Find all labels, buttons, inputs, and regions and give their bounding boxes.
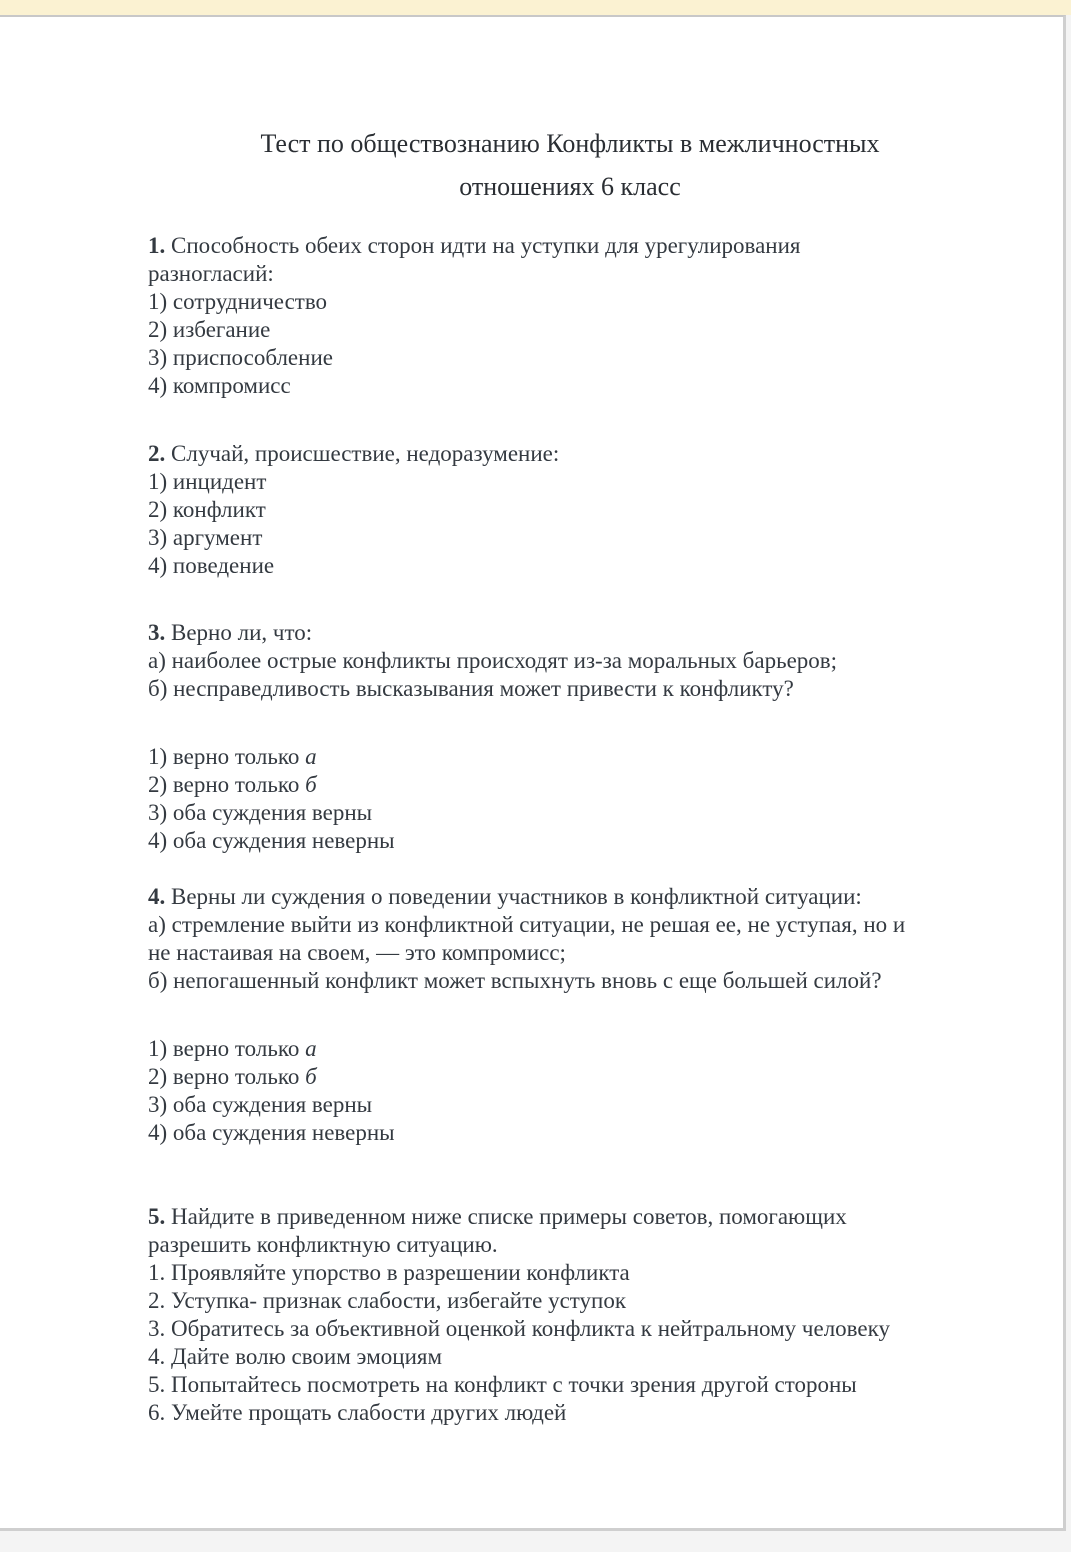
answer-option: 5. Попытайтесь посмотреть на конфликт с точки зрения другой стороны xyxy=(148,1372,857,1397)
answer-option: 1. Проявляйте упорство в разрешении конфликта xyxy=(148,1260,630,1285)
answer-option: 2) конфликт xyxy=(148,497,266,522)
top-toolbar-strip xyxy=(0,0,1071,15)
answer-option-letter: б xyxy=(305,772,317,797)
question-number: 2. xyxy=(148,441,166,466)
question-text-line: Верны ли суждения о поведении участников в конфликтной ситуации: xyxy=(165,884,862,909)
answer-option-letter: б xyxy=(305,1064,317,1089)
answer-option: 4) компромисс xyxy=(148,373,291,398)
answer-option: 3) аргумент xyxy=(148,525,263,550)
answer-option-text: 1) верно только xyxy=(148,1036,306,1061)
question-text xyxy=(148,440,1008,468)
question-1 xyxy=(148,232,1008,400)
statement: б) непогашенный конфликт может вспыхнуть вновь с еще большей силой? xyxy=(148,968,882,993)
answer-option: 3) оба суждения верны xyxy=(148,800,373,825)
test-content xyxy=(148,232,1008,1427)
answer-option: 4) поведение xyxy=(148,553,275,578)
question-4 xyxy=(148,883,1008,1147)
question-text-line: Способность обеих сторон идти на уступки для урегулирования xyxy=(165,233,801,258)
answer-option xyxy=(148,1063,1008,1091)
question-2 xyxy=(148,440,1008,580)
question-text-line: разрешить конфликтную ситуацию. xyxy=(148,1232,498,1257)
question-text-line: Найдите в приведенном ниже списке примеры советов, помогающих xyxy=(165,1204,847,1229)
answer-option-text: 2) верно только xyxy=(148,1064,306,1089)
question-number: 3. xyxy=(148,620,166,645)
answer-option xyxy=(148,743,1008,771)
question-text xyxy=(148,1203,1008,1231)
question-text xyxy=(148,232,1008,260)
answer-option: 1) инцидент xyxy=(148,469,267,494)
question-number: 5. xyxy=(148,1204,166,1229)
answer-option: 4) оба суждения неверны xyxy=(148,828,395,853)
title-line-1: Тест по обществознанию Конфликты в межличностных xyxy=(260,129,880,158)
statement: а) стремление выйти из конфликтной ситуации, не решая ее, не уступая, но и xyxy=(148,912,906,937)
answer-option: 4. Дайте волю своим эмоциям xyxy=(148,1344,443,1369)
question-text-line: Верно ли, что: xyxy=(165,620,313,645)
title-line-2: отношениях 6 класс xyxy=(459,172,681,201)
answer-option: 4) оба суждения неверны xyxy=(148,1120,395,1145)
statement: не настаивая на своем, — это компромисс; xyxy=(148,940,566,965)
answer-option-text: 2) верно только xyxy=(148,772,306,797)
question-5 xyxy=(148,1203,1008,1427)
answer-option: 2. Уступка- признак слабости, избегайте уступок xyxy=(148,1288,627,1313)
answer-option-letter: а xyxy=(305,744,317,769)
question-number: 1. xyxy=(148,233,166,258)
answer-option: 6. Умейте прощать слабости других людей xyxy=(148,1400,567,1425)
answer-option: 3) оба суждения верны xyxy=(148,1092,373,1117)
question-text xyxy=(148,883,1008,911)
question-text-line: разногласий: xyxy=(148,261,274,286)
answer-option-letter: а xyxy=(305,1036,317,1061)
answer-option: 3. Обратитесь за объективной оценкой конфликта к нейтральному человеку xyxy=(148,1316,890,1341)
answer-option-text: 1) верно только xyxy=(148,744,306,769)
question-text xyxy=(148,619,1008,647)
statement: а) наиболее острые конфликты происходят из-за моральных барьеров; xyxy=(148,648,838,673)
answer-option: 1) сотрудничество xyxy=(148,289,328,314)
answer-option xyxy=(148,771,1008,799)
answer-option: 2) избегание xyxy=(148,317,271,342)
question-number: 4. xyxy=(148,884,166,909)
answer-option xyxy=(148,1035,1008,1063)
question-text-line: Случай, происшествие, недоразумение: xyxy=(165,441,560,466)
document-page xyxy=(0,15,1066,1531)
page-title xyxy=(0,122,1071,208)
statement: б) несправедливость высказывания может привести к конфликту? xyxy=(148,676,794,701)
answer-option: 3) приспособление xyxy=(148,345,333,370)
question-3 xyxy=(148,619,1008,855)
